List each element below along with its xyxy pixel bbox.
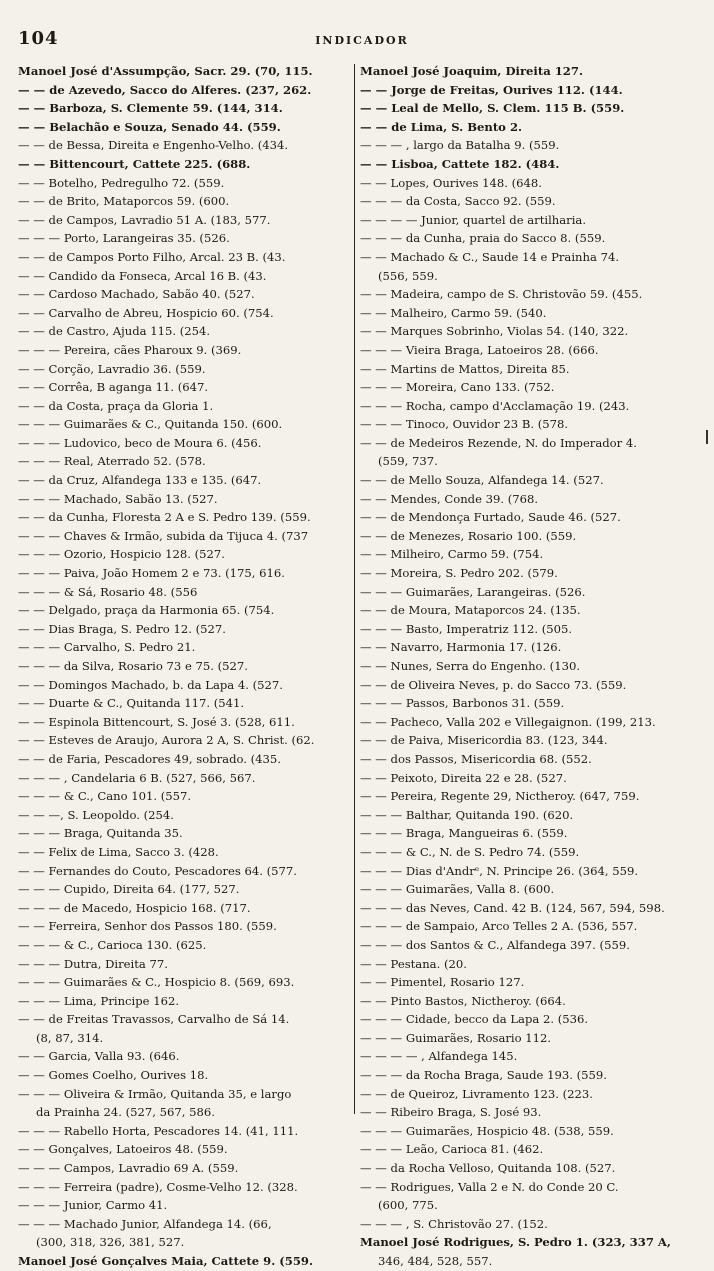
- directory-entry: — — de Campos, Lavradio 51 A. (183, 577.: [18, 212, 271, 227]
- directory-entry: — — de Queiroz, Livramento 123. (223.: [360, 1086, 593, 1101]
- directory-entry: — — — Pereira, cães Pharoux 9. (369.: [18, 342, 242, 357]
- directory-entry: — — Pereira, Regente 29, Nictheroy. (647, 759.: [360, 789, 640, 804]
- directory-entry: — — Martins de Mattos, Direita 85.: [360, 361, 570, 376]
- directory-entry: — — — Machado Junior, Alfandega 14. (66,: [18, 1216, 272, 1231]
- directory-entry: (600, 775.: [378, 1198, 438, 1213]
- directory-entry: — — — Porto, Larangeiras 35. (526.: [18, 231, 230, 246]
- directory-entry: — — —, S. Leopoldo. (254.: [18, 807, 174, 822]
- directory-entry: — — — Tinoco, Ouvidor 23 B. (578.: [360, 417, 569, 432]
- directory-entry: — — — Guimarães, Hospicio 48. (538, 559.: [360, 1123, 614, 1138]
- directory-entry: — — de Freitas Travassos, Carvalho de Sá 14.: [18, 1012, 290, 1027]
- directory-entry: — — — da Cunha, praia do Sacco 8. (559.: [360, 231, 606, 246]
- directory-entry: — — de Lima, S. Bento 2.: [360, 119, 523, 134]
- directory-entry: — — Machado & C., Saude 14 e Prainha 74.: [360, 249, 620, 264]
- directory-entry: — — — Ferreira (padre), Cosme-Velho 12. (328.: [18, 1179, 298, 1194]
- directory-entry: — — — Rocha, campo d'Acclamação 19. (243.: [360, 398, 630, 413]
- directory-entry: — — Carvalho de Abreu, Hospicio 60. (754.: [18, 305, 274, 320]
- directory-entry: — — Nunes, Serra do Engenho. (130.: [360, 659, 581, 673]
- directory-entry: — — Duarte & C., Quitanda 117. (541.: [18, 696, 245, 711]
- directory-entry: — — Navarro, Harmonia 17. (126.: [360, 640, 562, 655]
- page-number: 104: [18, 28, 59, 49]
- directory-entry: — — Garcia, Valla 93. (646.: [18, 1049, 180, 1064]
- directory-entry: — — — de Sampaio, Arco Telles 2 A. (536, 557.: [360, 919, 638, 934]
- directory-entry: — — de Mello Souza, Alfandega 14. (527.: [360, 473, 604, 488]
- directory-entry: — — Leal de Mello, S. Clem. 115 B. (559.: [360, 101, 625, 116]
- directory-entry: — — — Vieira Braga, Latoeiros 28. (666.: [360, 342, 599, 357]
- directory-entry: 346, 484, 528, 557.: [378, 1254, 493, 1268]
- directory-entry: — — Domingos Machado, b. da Lapa 4. (527.: [18, 677, 283, 692]
- directory-entry: — — da Rocha Velloso, Quitanda 108. (527.: [360, 1161, 616, 1176]
- directory-entry: (559, 737.: [378, 454, 438, 469]
- directory-entry: — — — Guimarães & C., Hospicio 8. (569, 693.: [18, 975, 295, 990]
- directory-entry: — — — Passos, Barbonos 31. (559.: [360, 696, 565, 711]
- directory-entry: — — — Lima, Principe 162.: [18, 993, 180, 1008]
- directory-entry: — — — Guimarães, Rosario 112.: [360, 1030, 552, 1045]
- directory-entry: — — de Campos Porto Filho, Arcal. 23 B. (43.: [18, 249, 286, 264]
- directory-entry: — — — & C., Carioca 130. (625.: [18, 937, 207, 952]
- directory-entry: — — Madeira, campo de S. Christovão 59. (455.: [360, 287, 643, 302]
- directory-entry: — — Pacheco, Valla 202 e Villegaignon. (199, 213.: [360, 714, 656, 729]
- directory-entry: da Prainha 24. (527, 567, 586.: [36, 1105, 215, 1120]
- directory-entry: — — — Leão, Carioca 81. (462.: [360, 1142, 544, 1157]
- directory-entry: — — — Chaves & Irmão, subida da Tijuca 4. (737: [18, 528, 309, 543]
- directory-entry: — — — Machado, Sabão 13. (527.: [18, 491, 218, 506]
- directory-entry: — — Ribeiro Braga, S. José 93.: [360, 1105, 542, 1120]
- directory-entry: — — — Campos, Lavradio 69 A. (559.: [18, 1161, 239, 1176]
- directory-entry: — — — Braga, Mangueiras 6. (559.: [360, 826, 568, 841]
- directory-entry: — — — Balthar, Quitanda 190. (620.: [360, 807, 574, 822]
- column-divider: [354, 64, 355, 1114]
- directory-entry: — — Malheiro, Carmo 59. (540.: [360, 305, 547, 320]
- directory-entry: — — — & C., N. de S. Pedro 74. (559.: [360, 844, 580, 859]
- directory-entry: — — Gonçalves, Latoeiros 48. (559.: [18, 1142, 228, 1157]
- directory-entry: Manoel José Gonçalves Maia, Cattete 9. (559.: [18, 1254, 313, 1268]
- directory-entry: — — Belachão e Souza, Senado 44. (559.: [18, 119, 281, 134]
- directory-entry: — — — — , Alfandega 145.: [360, 1049, 518, 1064]
- directory-entry: — — Lisboa, Cattete 182. (484.: [360, 156, 560, 171]
- directory-entry: — — — dos Santos & C., Alfandega 397. (559.: [360, 937, 630, 952]
- directory-entry: — — de Azevedo, Sacco do Alferes. (237, 262.: [18, 82, 312, 97]
- directory-entry: — — Milheiro, Carmo 59. (754.: [360, 547, 544, 562]
- directory-entry: — — Peixoto, Direita 22 e 28. (527.: [360, 770, 567, 785]
- directory-entry: — — — Junior, Carmo 41.: [18, 1198, 168, 1213]
- directory-entry: — — Cardoso Machado, Sabão 40. (527.: [18, 287, 255, 302]
- directory-entry: — — Barboza, S. Clemente 59. (144, 314.: [18, 101, 283, 116]
- directory-entry: — — de Menezes, Rosario 100. (559.: [360, 528, 577, 543]
- directory-entry: — — Espinola Bittencourt, S. José 3. (528, 611.: [18, 714, 295, 729]
- directory-entry: — — Corção, Lavradio 36. (559.: [18, 361, 206, 376]
- directory-entry: — — — da Costa, Sacco 92. (559.: [360, 194, 556, 209]
- directory-entry: — — de Paiva, Misericordia 83. (123, 344.: [360, 733, 608, 748]
- directory-entry: — — — da Rocha Braga, Saude 193. (559.: [360, 1068, 607, 1083]
- directory-entry: — — Delgado, praça da Harmonia 65. (754.: [18, 603, 275, 618]
- directory-entry: — — de Brito, Mataporcos 59. (600.: [18, 194, 230, 209]
- directory-entry: — — — , Candelaria 6 B. (527, 566, 567.: [18, 770, 256, 785]
- directory-entry: Manoel José d'Assumpção, Sacr. 29. (70, 115.: [18, 64, 313, 78]
- directory-entry: — — — — Junior, quartel de artilharia.: [360, 212, 587, 227]
- directory-entry: — — — Paiva, João Homem 2 e 73. (175, 616.: [18, 566, 285, 581]
- directory-entry: — — — da Silva, Rosario 73 e 75. (527.: [18, 659, 248, 673]
- directory-entry: — — dos Passos, Misericordia 68. (552.: [360, 751, 592, 766]
- directory-entry: — — da Cruz, Alfandega 133 e 135. (647.: [18, 473, 262, 488]
- directory-entry: — — da Cunha, Floresta 2 A e S. Pedro 139. (559.: [18, 510, 311, 525]
- directory-entry: — — — Cidade, becco da Lapa 2. (536.: [360, 1012, 589, 1027]
- margin-mark: [706, 430, 712, 444]
- directory-entry: — — Botelho, Pedregulho 72. (559.: [18, 175, 225, 190]
- directory-entry: — — Pestana. (20.: [360, 956, 467, 971]
- directory-entry: — — — Ludovico, beco de Moura 6. (456.: [18, 435, 262, 450]
- directory-entry: (300, 318, 326, 381, 527.: [36, 1235, 185, 1250]
- directory-entry: — — Pimentel, Rosario 127.: [360, 975, 525, 990]
- directory-entry: — — Moreira, S. Pedro 202. (579.: [360, 566, 558, 581]
- directory-entry: — — Esteves de Araujo, Aurora 2 A, S. Christ. (62.: [18, 733, 315, 748]
- directory-entry: — — — & Sá, Rosario 48. (556: [18, 584, 198, 599]
- directory-entry: — — de Moura, Mataporcos 24. (135.: [360, 603, 581, 618]
- right-column: [360, 62, 700, 1268]
- directory-entry: — — — de Macedo, Hospicio 168. (717.: [18, 900, 251, 915]
- directory-entry: — — Pinto Bastos, Nictheroy. (664.: [360, 993, 566, 1008]
- directory-entry: — — — , largo da Batalha 9. (559.: [360, 138, 560, 153]
- directory-entry: — — — Braga, Quitanda 35.: [18, 826, 183, 841]
- directory-entry: — — — Moreira, Cano 133. (752.: [360, 380, 555, 395]
- directory-entry: — — Jorge de Freitas, Ourives 112. (144.: [360, 82, 623, 97]
- directory-entry: — — Corrêa, B aganga 11. (647.: [18, 380, 209, 395]
- directory-entry: — — de Mendonça Furtado, Saude 46. (527.: [360, 510, 621, 525]
- directory-entry: — — — Oliveira & Irmão, Quitanda 35, e largo: [18, 1086, 292, 1101]
- directory-entry: — — de Faria, Pescadores 49, sobrado. (435.: [18, 751, 281, 766]
- directory-entry: — — — Guimarães & C., Quitanda 150. (600.: [18, 417, 283, 432]
- page-header: [18, 28, 706, 58]
- directory-entry: — — Ferreira, Senhor dos Passos 180. (559.: [18, 919, 277, 934]
- directory-entry: — — — Rabello Horta, Pescadores 14. (41, 111.: [18, 1123, 299, 1138]
- directory-page: [18, 28, 706, 1268]
- directory-entry: — — Marques Sobrinho, Violas 54. (140, 322.: [360, 324, 629, 339]
- directory-entry: — — de Medeiros Rezende, N. do Imperador 4.: [360, 435, 637, 450]
- directory-entry: — — — Real, Aterrado 52. (578.: [18, 454, 206, 469]
- directory-entry: — — de Bessa, Direita e Engenho-Velho. (434.: [18, 138, 289, 153]
- running-head: INDICADOR: [315, 34, 409, 47]
- directory-entry: — — — Carvalho, S. Pedro 21.: [18, 640, 196, 655]
- directory-entry: — — — Dutra, Direita 77.: [18, 956, 168, 971]
- directory-entry: — — Dias Braga, S. Pedro 12. (527.: [18, 621, 226, 636]
- directory-entry: — — de Castro, Ajuda 115. (254.: [18, 324, 211, 339]
- directory-entry: — — Felix de Lima, Sacco 3. (428.: [18, 844, 219, 859]
- directory-entry: — — Bittencourt, Cattete 225. (688.: [18, 156, 251, 171]
- directory-entry: — — — Dias d'Andrᵉ, N. Principe 26. (364, 559.: [360, 863, 639, 878]
- directory-entry: — — Lopes, Ourives 148. (648.: [360, 175, 542, 190]
- directory-entry: — — — Guimarães, Valla 8. (600.: [360, 882, 555, 897]
- directory-entry: (8, 87, 314.: [36, 1030, 104, 1045]
- directory-entry: — — — Basto, Imperatriz 112. (505.: [360, 621, 573, 636]
- directory-entry: — — — das Neves, Cand. 42 B. (124, 567, 594, 598.: [360, 900, 665, 915]
- directory-entry: — — Gomes Coelho, Ourives 18.: [18, 1068, 209, 1083]
- directory-entry: — — — , S. Christovão 27. (152.: [360, 1216, 548, 1231]
- directory-entry: — — Rodrigues, Valla 2 e N. do Conde 20 C.: [360, 1179, 619, 1194]
- two-column-listing: [18, 62, 706, 1268]
- directory-entry: — — — Guimarães, Larangeiras. (526.: [360, 584, 586, 599]
- directory-entry: — — Fernandes do Couto, Pescadores 64. (577.: [18, 863, 297, 878]
- directory-entry: — — — & C., Cano 101. (557.: [18, 789, 192, 804]
- directory-entry: Manoel José Joaquim, Direita 127.: [360, 64, 583, 78]
- directory-entry: — — de Oliveira Neves, p. do Sacco 73. (559.: [360, 677, 627, 692]
- left-column: [18, 62, 350, 1268]
- directory-entry: — — da Costa, praça da Gloria 1.: [18, 398, 214, 413]
- directory-entry: — — Mendes, Conde 39. (768.: [360, 491, 539, 506]
- directory-entry: — — — Ozorio, Hospicio 128. (527.: [18, 547, 225, 562]
- directory-entry: — — Candido da Fonseca, Arcal 16 B. (43.: [18, 268, 267, 283]
- directory-entry: Manoel José Rodrigues, S. Pedro 1. (323, 337 A,: [360, 1235, 671, 1250]
- directory-entry: (556, 559.: [378, 268, 438, 283]
- directory-entry: — — — Cupido, Direita 64. (177, 527.: [18, 882, 240, 897]
